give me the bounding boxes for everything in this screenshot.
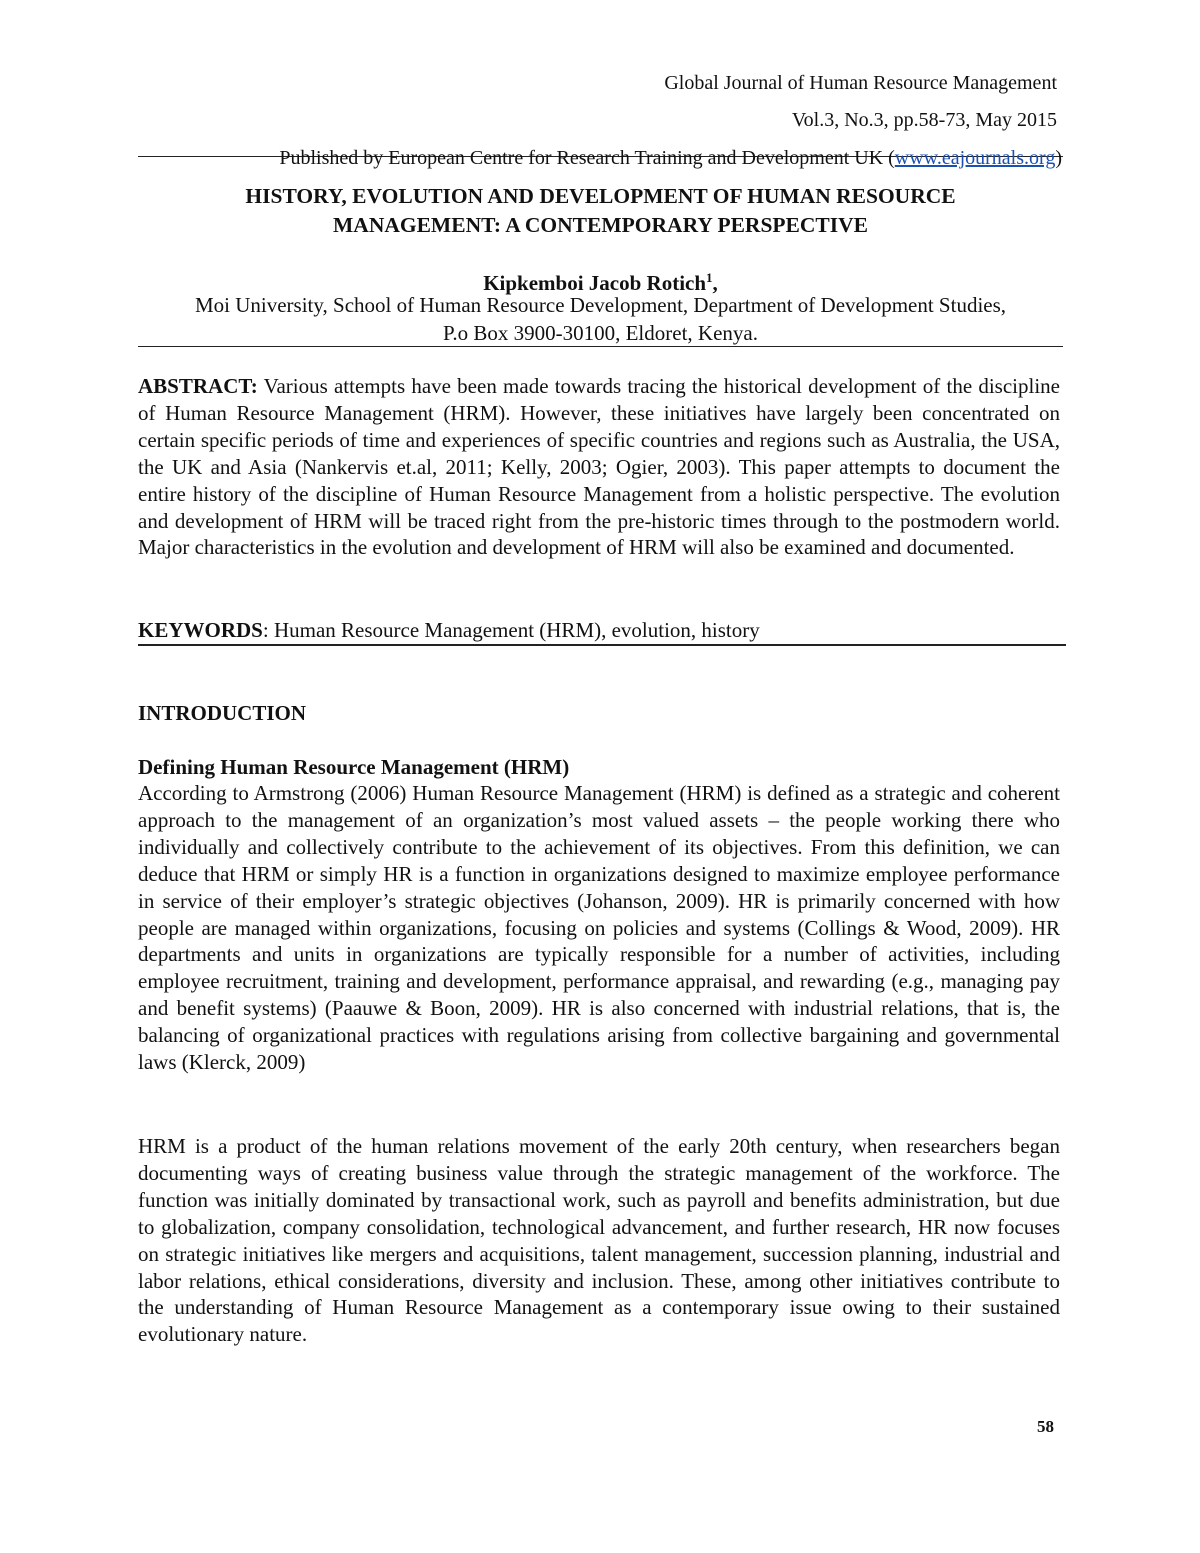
- keywords-paragraph: [138, 617, 1060, 644]
- abstract-paragraph: [138, 373, 1060, 561]
- keywords-text: : Human Resource Management (HRM), evolution, history: [262, 618, 760, 642]
- publisher-prefix: Published by European Centre for Research Training and Development UK (: [279, 147, 895, 169]
- author-name: Kipkemboi Jacob Rotich: [483, 271, 707, 295]
- journal-volume: Vol.3, No.3, pp.58-73, May 2015: [791, 109, 1057, 131]
- journal-website-link[interactable]: www.eajournals.org: [894, 147, 1056, 169]
- definition-subheading: Defining Human Resource Management (HRM): [138, 755, 570, 779]
- affiliation-divider: [138, 346, 1063, 347]
- introduction-paragraph-1: According to Armstrong (2006) Human Resource Management (HRM) is defined as a strategic and coherent approach to the management of an organization’s most valued assets – the people working there who individually and collectively contribute to the achievement of its objectives. From this definition, we can deduce that HRM or simply HR is a function in organizations designed to maximize employee performance in service of their employer’s strategic objectives (Johanson, 2009). HR is primarily concerned with how people are managed within organizations, focusing on policies and systems (Collings & Wood, 2009). HR departments and units in organizations are typically responsible for a number of activities, including employee recruitment, training and development, performance appraisal, and rewarding (e.g., managing pay and benefit systems) (Paauwe & Boon, 2009). HR is also concerned with industrial relations, that is, the balancing of organizational practices with regulations arising from collective bargaining and governmental laws (Klerck, 2009): [138, 781, 1060, 1075]
- author-trailing: ,: [712, 271, 718, 295]
- page-number: 58: [1037, 1417, 1054, 1436]
- paper-title-line-1: HISTORY, EVOLUTION AND DEVELOPMENT OF HUMAN RESOURCE: [245, 184, 956, 208]
- keywords-label: KEYWORDS: [138, 618, 263, 642]
- abstract-text: Various attempts have been made towards tracing the historical development of the discipline of Human Resource Management (HRM). However, these initiatives have largely been concentrated on certain specific periods of time and experiences of specific countries and regions such as Australia, the USA, the UK and Asia (Nankervis et.al, 2011; Kelly, 2003; Ogier, 2003). This paper attempts to document the entire history of the discipline of Human Resource Management from a holistic perspective. The evolution and development of HRM will be traced right from the pre-historic times through to the postmodern world. Major characteristics in the evolution and development of HRM will also be examined and documented.: [138, 374, 1060, 560]
- abstract-label: ABSTRACT:: [138, 374, 258, 398]
- affiliation-line-2: P.o Box 3900-30100, Eldoret, Kenya.: [443, 321, 758, 345]
- introduction-heading: INTRODUCTION: [138, 701, 307, 725]
- introduction-paragraph-2: HRM is a product of the human relations movement of the early 20th century, when researchers began documenting ways of creating business value through the strategic management of the workforce. The function was initially dominated by transactional work, such as payroll and benefits administration, but due to globalization, company consolidation, technological advancement, and further research, HR now focuses on strategic initiatives like mergers and acquisitions, talent management, succession planning, industrial and labor relations, ethical considerations, diversity and inclusion. These, among other initiatives contribute to the understanding of Human Resource Management as a contemporary issue owing to their sustained evolutionary nature.: [138, 1134, 1060, 1347]
- publisher-line: [279, 146, 1062, 170]
- paper-title-line-2: MANAGEMENT: A CONTEMPORARY PERSPECTIVE: [333, 213, 868, 237]
- journal-name: Global Journal of Human Resource Management: [664, 72, 1057, 94]
- keywords-divider: [138, 644, 1066, 646]
- author-superscript: 1: [706, 270, 713, 285]
- affiliation-line-1: Moi University, School of Human Resource Development, Department of Development Studies,: [194, 293, 1007, 317]
- publisher-suffix: ): [1055, 147, 1062, 169]
